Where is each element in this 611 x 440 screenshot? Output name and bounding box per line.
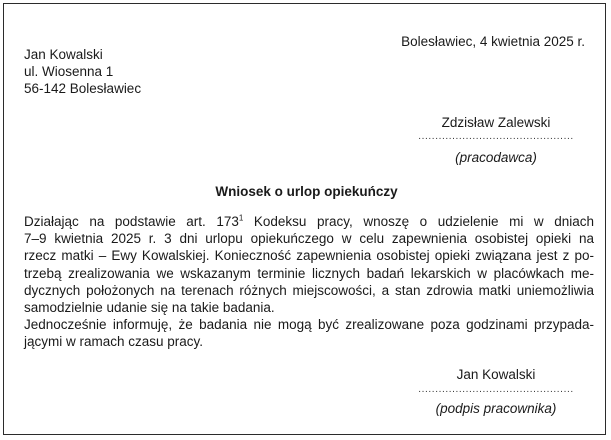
- document-frame: [3, 3, 606, 435]
- employee-name: Jan Kowalski: [456, 367, 536, 382]
- sender-address-block: [24, 46, 141, 97]
- article-superscript: 1: [238, 213, 244, 223]
- body-line-1-end: Kodeksu pracy, wnoszę o udzielenie mi w dniach: [243, 214, 595, 229]
- body-line-8: jącymi w ramach czasu pracy.: [24, 334, 204, 350]
- sender-street: ul. Wiosenna 1: [24, 64, 114, 79]
- place-and-date: Bolesławiec, 4 kwietnia 2025 r.: [401, 34, 585, 49]
- body-line-6: samodzielnie udanie się na takie badania.: [24, 300, 275, 316]
- signature-dotted-line: ..............................................: [418, 384, 574, 395]
- employer-caption: (pracodawca): [455, 150, 537, 165]
- employer-name: Zdzisław Zalewski: [441, 115, 551, 130]
- body-line-2: 7–9 kwietnia 2025 r. 3 dni urlopu opiekuńczego w celu zapewnienia osobistej opieki na: [24, 231, 594, 247]
- body-line-7: Jednocześnie informuję, że badania nie mogą być zrealizowane poza godzinami przypada-: [24, 317, 594, 333]
- document-title: Wniosek o urlop opiekuńczy: [215, 184, 398, 199]
- employer-dotted-line: ..............................................: [418, 131, 574, 142]
- signature-caption: (podpis pracownika): [435, 401, 557, 416]
- body-line-1-start: Działając na podstawie art. 173: [24, 214, 239, 229]
- body-line-1: [24, 213, 594, 230]
- body-line-4: trzebą zrealizowania we wskazanym terminie licznych badań lekarskich w placówkach me-: [24, 265, 594, 281]
- sender-city: 56-142 Bolesławiec: [24, 81, 142, 96]
- sender-name: Jan Kowalski: [24, 47, 103, 62]
- body-line-5: dycznych położonych na terenach różnych miejscowości, a stan zdrowia matki uniemożliwia: [24, 282, 594, 298]
- request-body: [24, 213, 594, 351]
- body-line-3: rzecz matki – Ewy Kowalskiej. Konieczność zapewnienia osobistej opieki związana jest z po-: [24, 248, 594, 264]
